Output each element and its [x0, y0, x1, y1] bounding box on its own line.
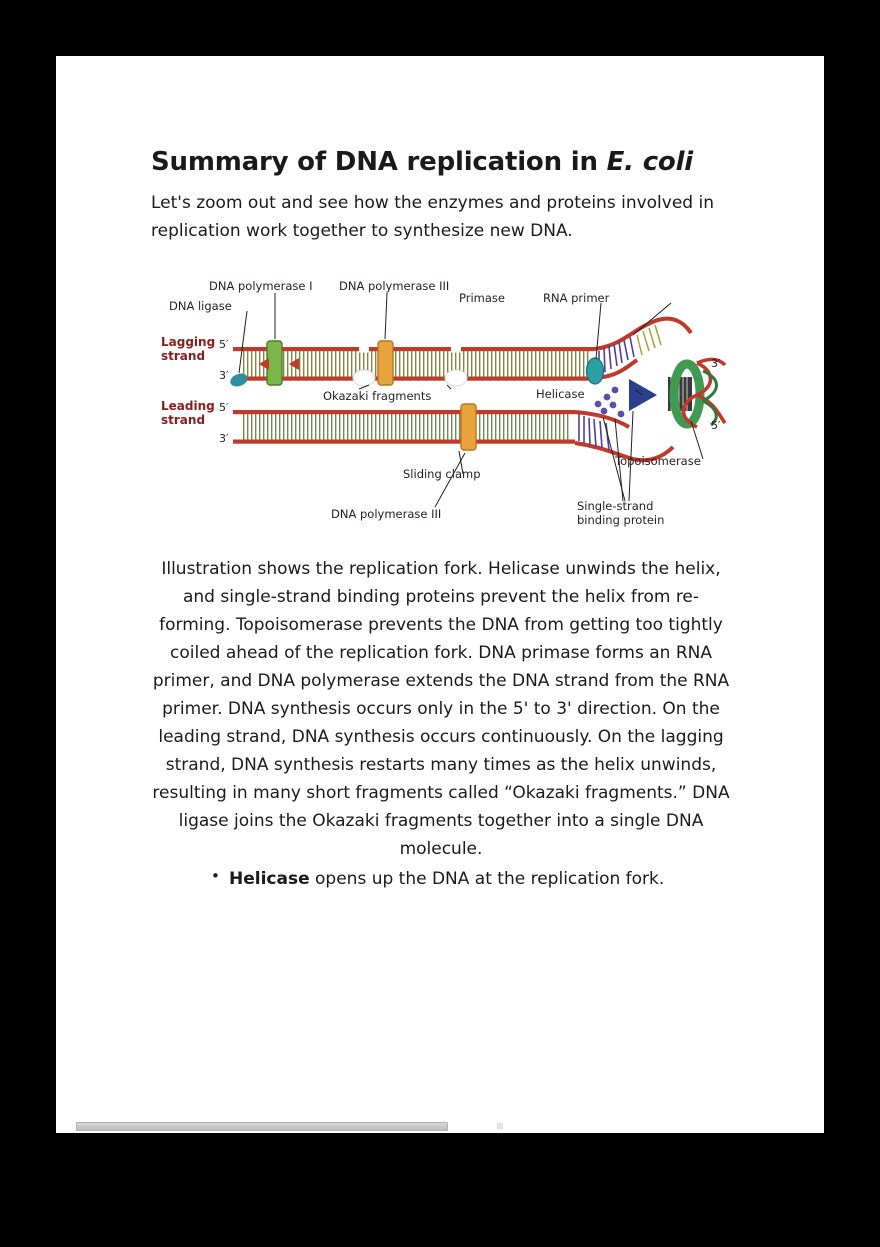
intro-paragraph: Let's zoom out and see how the enzymes and proteins involved in replication work together to synthesize new DNA.: [151, 192, 714, 241]
label-dna-polymerase-iii-bottom: DNA polymerase III: [331, 506, 442, 521]
label-okazaki-fragments: Okazaki fragments: [323, 388, 432, 403]
bullet-term: Helicase: [229, 869, 310, 890]
label-five-prime-right: 5′: [711, 418, 721, 432]
bullet-text: opens up the DNA at the replication fork.: [309, 869, 665, 890]
label-dna-polymerase-i: DNA polymerase I: [209, 278, 313, 293]
label-dna-polymerase-iii-top: DNA polymerase III: [339, 278, 450, 293]
label-topoisomerase: Topoisomerase: [615, 453, 701, 468]
page-title-text: Summary of DNA replication in: [151, 147, 607, 177]
label-ssb-line1: Single-strand: [577, 498, 654, 513]
horizontal-scrollbar[interactable]: [76, 1122, 503, 1131]
label-ssb-line2: binding protein: [577, 512, 665, 527]
label-primase: Primase: [459, 290, 505, 305]
document-content: [151, 146, 731, 893]
figure-caption: Illustration shows the replication fork. Helicase unwinds the helix, and single-strand binding proteins prevent the helix from re-forming. Topoisomerase prevents the DNA from getting too tightly coiled ahead of the replication fork. DNA primase forms an RNA primer, and DNA polymerase extends the DNA strand from the RNA primer. DNA synthesis occurs only in the 5' to 3' direction. On the leading strand, DNA synthesis occurs continuously. On the lagging strand, DNA synthesis restarts many times as the helix unwinds, resulting in many short fragments called “Okazaki fragments.” DNA ligase joins the Okazaki fragments together into a single DNA molecule.: [152, 558, 730, 860]
label-helicase: Helicase: [536, 386, 585, 401]
label-rna-primer: RNA primer: [543, 290, 610, 305]
page-title: [151, 146, 731, 179]
bullet-list: [151, 865, 731, 893]
label-sliding-clamp: Sliding clamp: [403, 466, 481, 481]
label-five-prime-b: 5′: [219, 400, 229, 414]
page-title-italic: E. coli: [606, 147, 694, 177]
label-lagging-strand-line2: strand: [161, 348, 206, 363]
label-three-prime-right: 3′: [711, 356, 721, 370]
label-leading-strand-line2: strand: [161, 412, 206, 427]
primase-shape: [587, 358, 604, 384]
label-lagging-strand-line1: Lagging: [161, 334, 216, 349]
label-five-prime-a: 5′: [219, 337, 229, 351]
dna-replication-figure: [163, 259, 731, 549]
label-dna-ligase: DNA ligase: [169, 298, 232, 313]
scrollbar-tick: |||: [496, 1123, 503, 1130]
list-item: [211, 865, 731, 893]
label-three-prime-a: 3′: [219, 368, 229, 382]
label-three-prime-b: 3′: [219, 431, 229, 445]
document-page: [56, 56, 824, 1133]
label-leading-strand-line1: Leading: [161, 398, 215, 413]
